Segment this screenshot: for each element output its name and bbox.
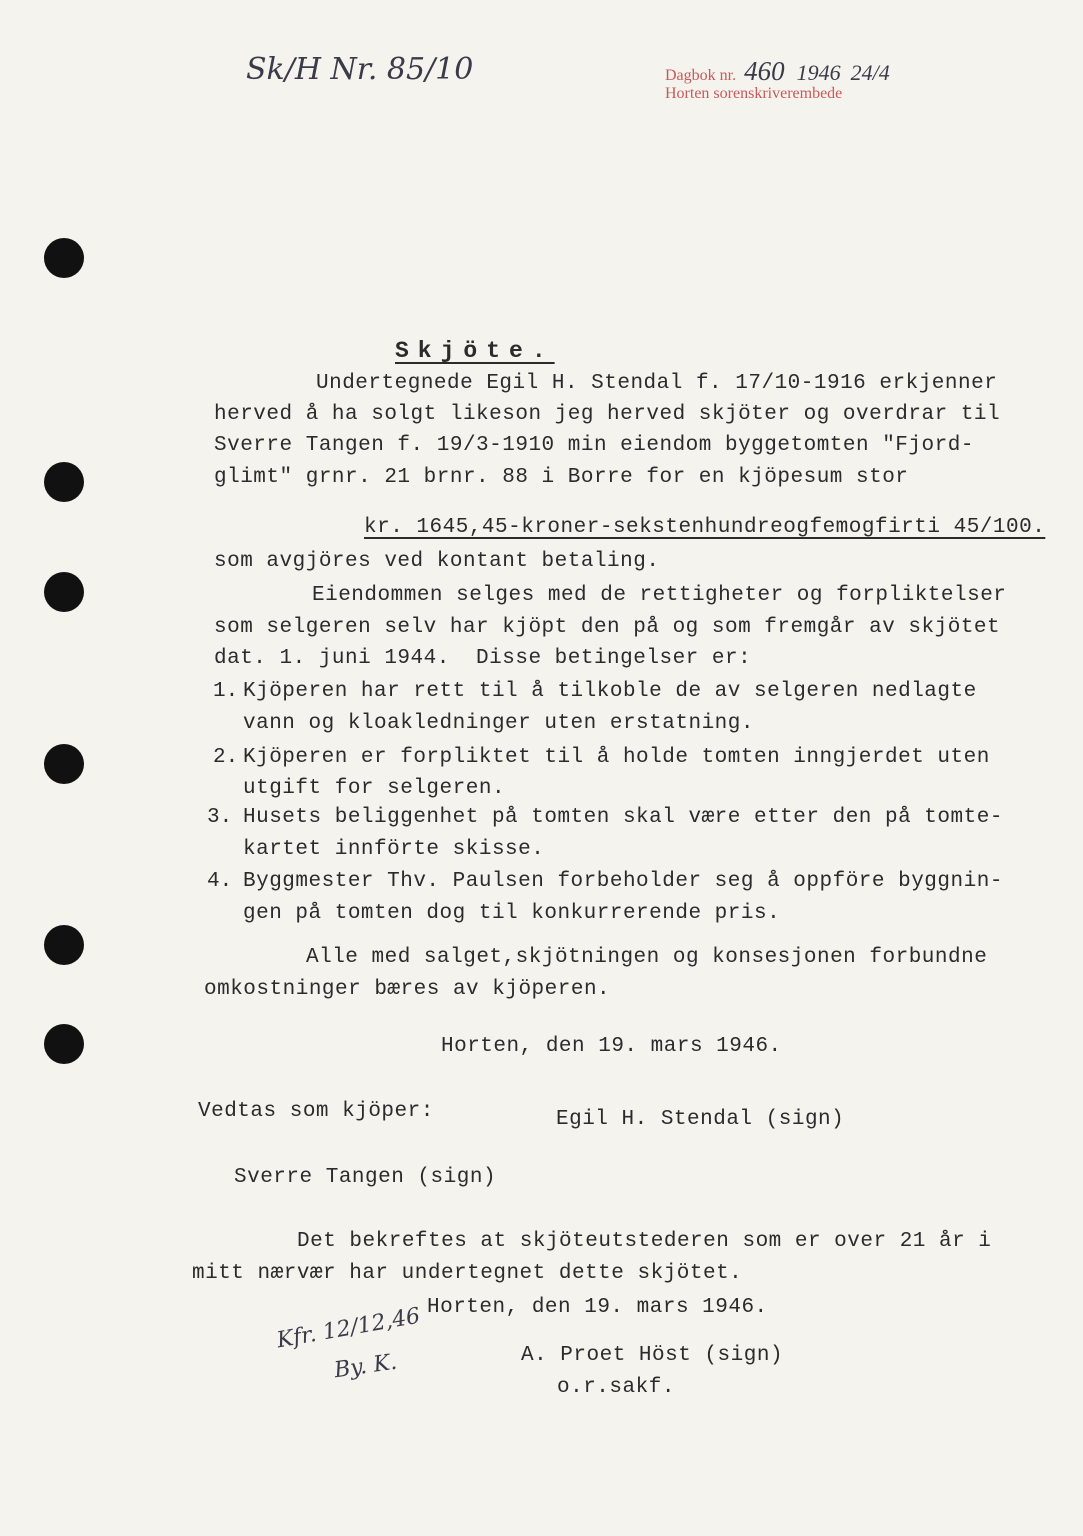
stamp-number: 460 (744, 56, 785, 86)
purchase-amount: kr. 1645,45-kroner-sekstenhundreogfemogfirti 45/100. (364, 516, 1046, 539)
stamp-label: Dagbok nr. (665, 67, 737, 84)
seller-signature: Egil H. Stendal (sign) (556, 1108, 845, 1131)
condition-line: utgift for selgeren. (243, 777, 506, 800)
condition-line: gen på tomten dog til konkurrerende pris. (243, 902, 781, 925)
stamp-year: 1946 (796, 60, 841, 85)
stamp-date: 24/4 (850, 60, 890, 85)
witness-signature: A. Proet Höst (sign) (521, 1344, 784, 1367)
intro-line: Undertegnede Egil H. Stendal f. 17/10-1916 erkjenner (316, 372, 998, 395)
condition-line: Kjöperen har rett til å tilkoble de av selgeren nedlagte (243, 680, 977, 703)
handwritten-reference: Sk/H Nr. 85/10 (246, 52, 474, 87)
buyer-signature: Sverre Tangen (sign) (234, 1166, 497, 1189)
binder-hole (44, 572, 84, 612)
payment-line: som avgjöres ved kontant betaling. (214, 550, 660, 573)
intro-line: Sverre Tangen f. 19/3-1910 min eiendom byggetomten "Fjord- (214, 434, 974, 457)
intro-line: herved å ha solgt likeson jeg herved skjöter og overdrar til (214, 403, 1001, 426)
document-title: Skjöte. (395, 338, 555, 364)
confirmation-line: Det bekreftes at skjöteutstederen som er over 21 år i (297, 1230, 992, 1253)
place-date: Horten, den 19. mars 1946. (441, 1035, 782, 1058)
conditions-intro: dat. 1. juni 1944. Disse betingelser er: (214, 647, 752, 670)
costs-line: omkostninger bæres av kjöperen. (204, 978, 611, 1001)
confirmation-line: mitt nærvær har undertegnet dette skjötet. (192, 1262, 743, 1285)
condition-line: Husets beliggenhet på tomten skal være etter den på tomte- (243, 806, 1003, 829)
condition-line: vann og kloakledninger uten erstatning. (243, 712, 754, 735)
costs-line: Alle med salget,skjötningen og konsesjonen forbundne (306, 946, 988, 969)
condition-line: Kjöperen er forpliktet til å holde tomten inngjerdet uten (243, 746, 990, 769)
stamp-office: Horten sorenskriverembede (665, 85, 843, 102)
place-date: Horten, den 19. mars 1946. (427, 1296, 768, 1319)
condition-line: kartet innförte skisse. (243, 838, 545, 861)
condition-number: 4. (207, 870, 233, 893)
binder-hole (44, 1024, 84, 1064)
binder-hole (44, 238, 84, 278)
accepted-label: Vedtas som kjöper: (198, 1100, 434, 1123)
binder-hole (44, 744, 84, 784)
margin-note: Kfr. 12/12,46 (274, 1303, 423, 1354)
intro-line: glimt" grnr. 21 brnr. 88 i Borre for en kjöpesum stor (214, 466, 909, 489)
conditions-intro: Eiendommen selges med de rettigheter og forpliktelser (312, 584, 1007, 607)
condition-number: 2. (213, 746, 239, 769)
margin-note: By. K. (332, 1349, 399, 1384)
registry-stamp (665, 56, 890, 103)
condition-number: 1. (213, 680, 239, 703)
conditions-intro: som selgeren selv har kjöpt den på og som fremgår av skjötet (214, 616, 1001, 639)
condition-number: 3. (207, 806, 233, 829)
binder-hole (44, 925, 84, 965)
condition-line: Byggmester Thv. Paulsen forbeholder seg å oppföre byggnin- (243, 870, 1003, 893)
binder-hole (44, 462, 84, 502)
witness-title: o.r.sakf. (557, 1376, 675, 1399)
